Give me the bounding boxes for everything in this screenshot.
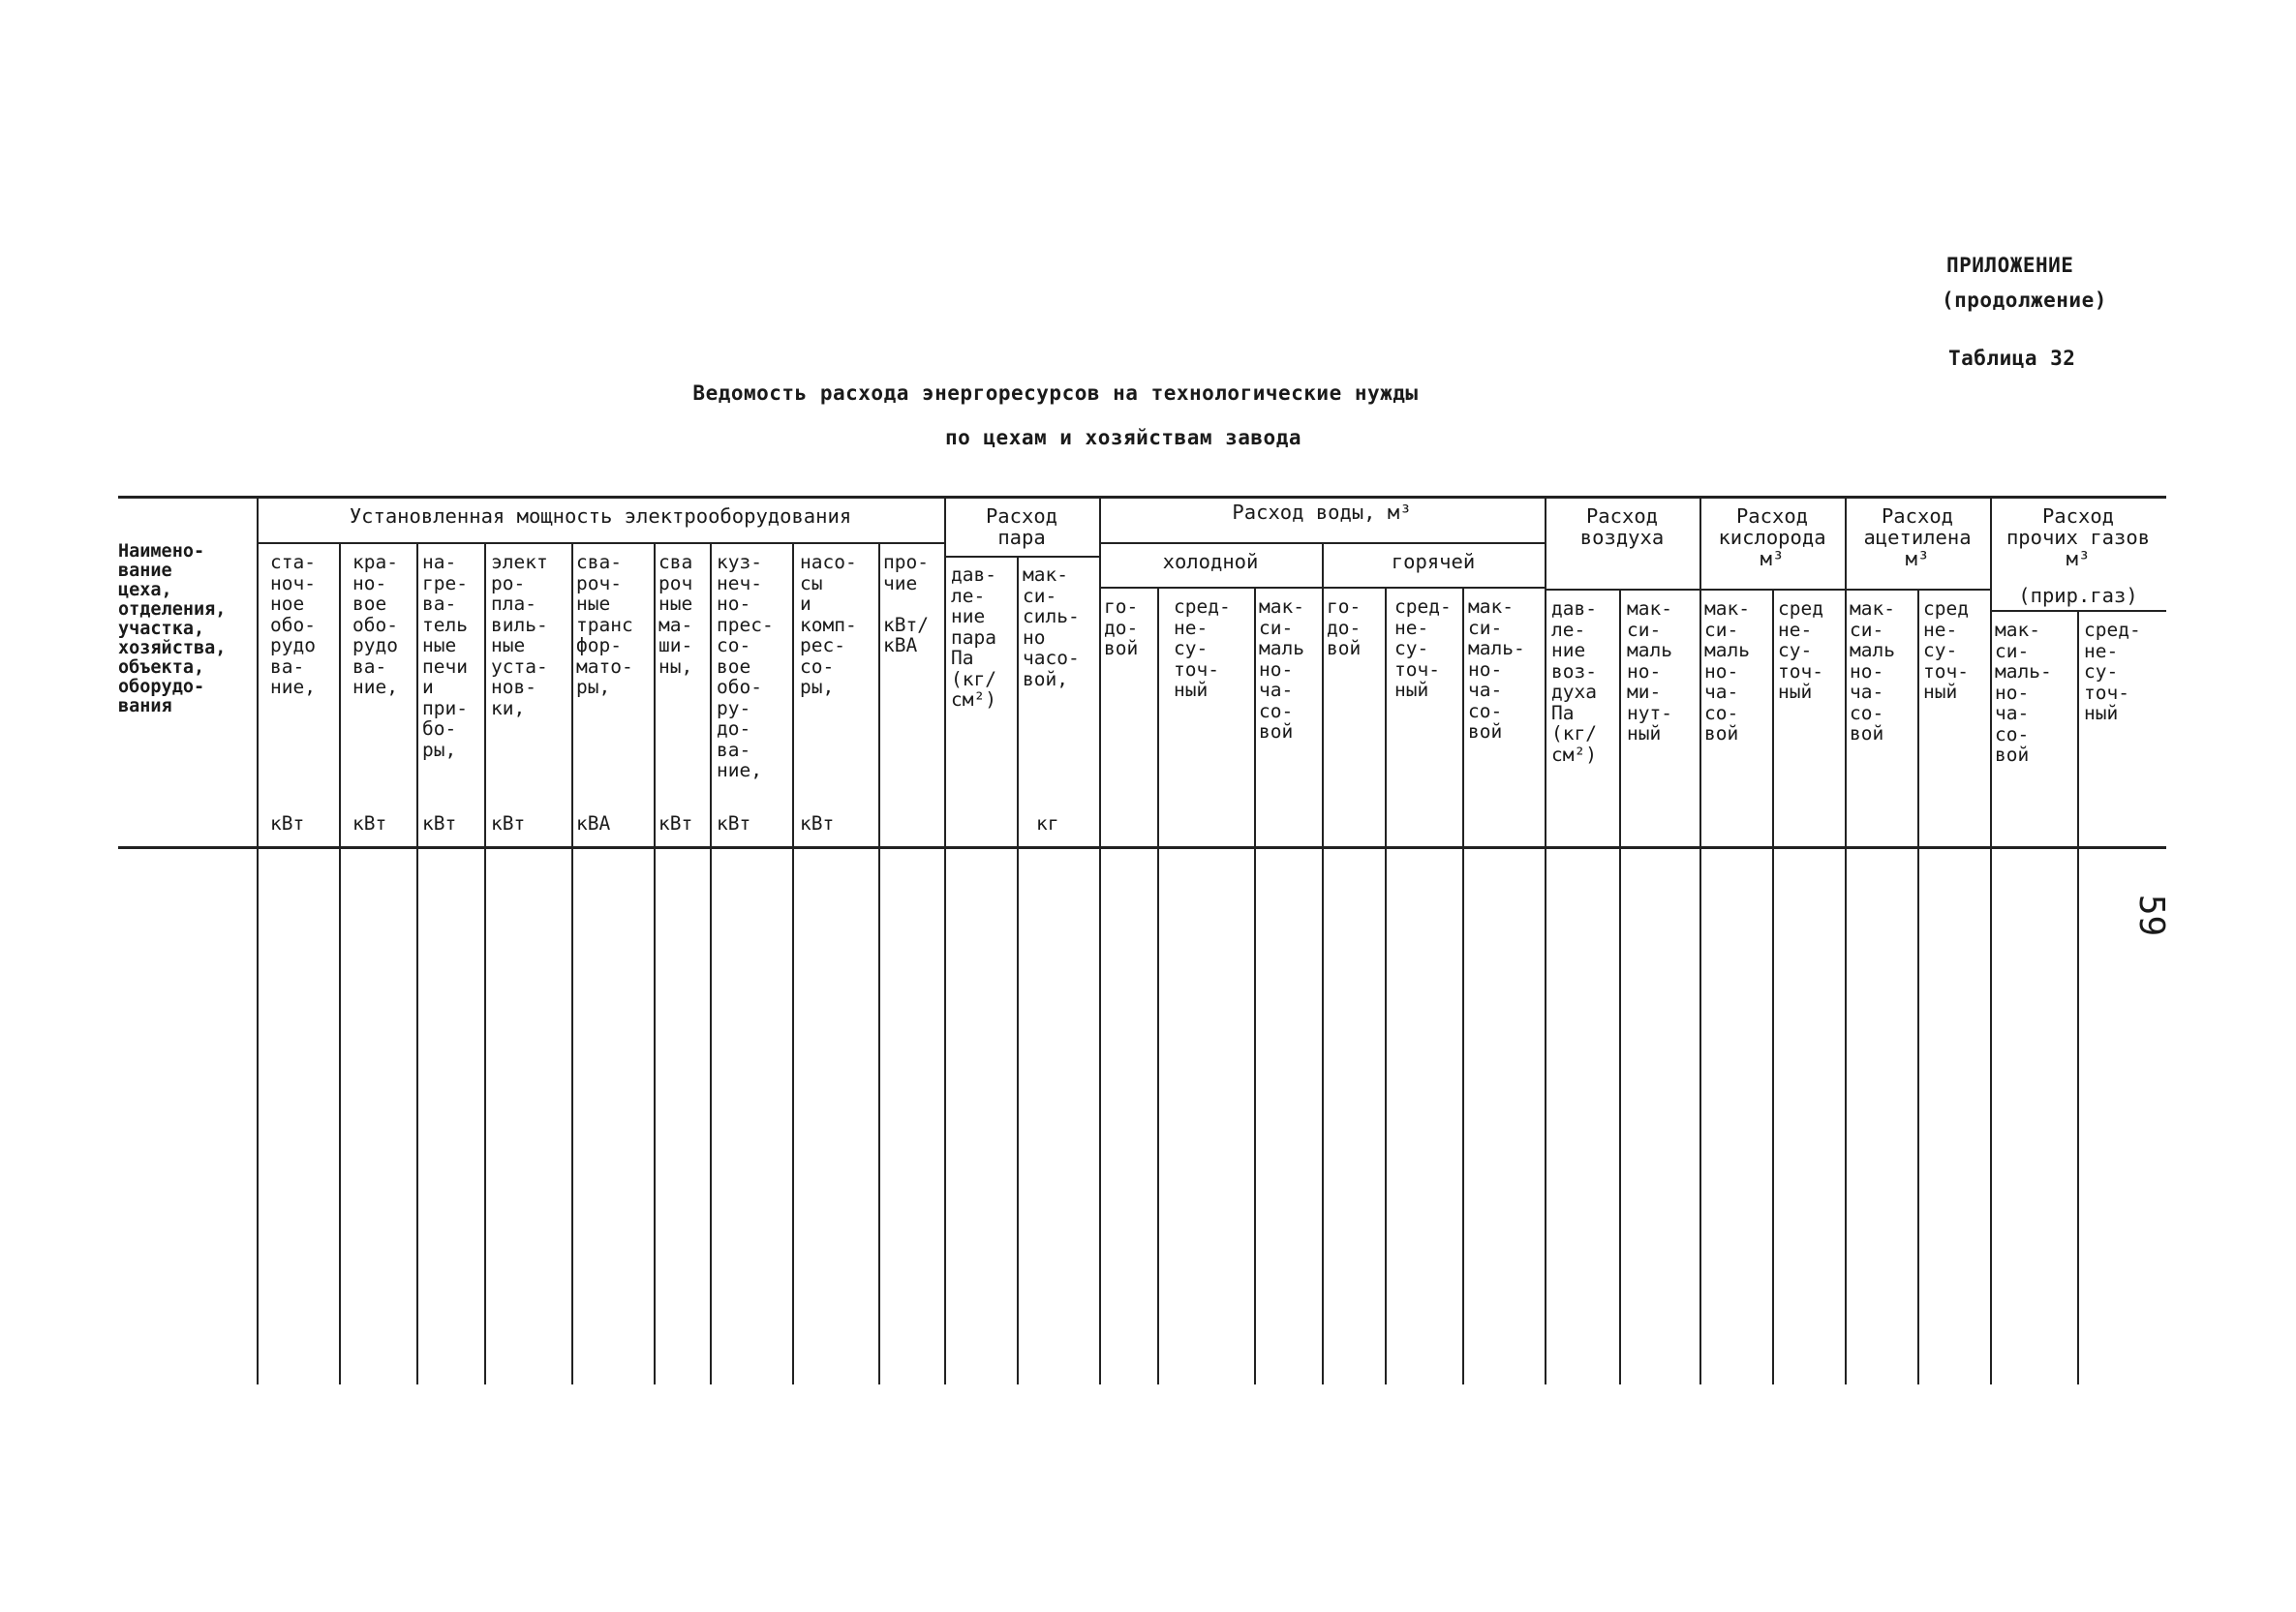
col-divider [944, 496, 946, 1384]
hot-water-header: горячей [1391, 550, 1476, 573]
col-other: про- чие кВт/ кВА [883, 551, 929, 656]
col-divider [710, 542, 712, 1384]
unit-label: кВт [800, 812, 835, 835]
col-forging-equipment: куз- неч- но- прес- со- вое обо- ру- до- ва- ние, [717, 551, 774, 781]
col-gas-daily-avg: сред- не- су- точ- ный [2084, 619, 2141, 724]
col-acetylene-daily-avg: сред не- су- точ- ный [1923, 597, 1969, 703]
col-divider [1385, 587, 1387, 1384]
unit-label: кВт [270, 812, 305, 835]
col-divider [1157, 587, 1159, 1384]
power-group-header: Установленная мощность электрооборудования [349, 504, 852, 528]
col-divider [1545, 496, 1546, 1384]
water-group-header: Расход воды, м³ [1232, 501, 1412, 524]
col-divider [1845, 496, 1847, 1384]
unit-label: кВт [491, 812, 526, 835]
air-group-underline [1545, 589, 1699, 591]
col-divider [1099, 496, 1101, 1384]
power-group-underline [257, 542, 944, 544]
col-gas-max-hourly: мак- си- маль- но- ча- со- вой [1995, 619, 2052, 766]
col-divider [654, 542, 656, 1384]
col-divider [339, 542, 341, 1384]
col-pumps-compressors: насо- сы и комп- рес- со- ры, [800, 551, 857, 698]
col-divider [2077, 610, 2079, 1384]
col-cold-daily-avg: сред- не- су- точ- ный [1174, 595, 1231, 701]
col-divider [1322, 542, 1324, 1384]
col-heating-furnaces: на- гре- ва- тель ные печи и при- бо- ры, [422, 551, 468, 761]
air-group-header: Расход воздуха [1579, 504, 1665, 549]
col-electric-melting: элект ро- пла- виль- ные уста- нов- ки, [491, 551, 548, 719]
col-machine-tools: ста- ноч- ное обо- рудо ва- ние, [270, 551, 316, 698]
cold-water-header: холодной [1162, 550, 1259, 573]
table-header-bottom-border [118, 846, 2166, 849]
steam-group-underline [944, 556, 1099, 558]
other-gas-group-header: Расход прочих газов м³ [2005, 504, 2151, 570]
natural-gas-label: (прир.газ) [2018, 584, 2138, 607]
col-welding-transformers: сва- роч- ные транс фор- мато- ры, [576, 551, 633, 698]
unit-label: кВт [658, 812, 693, 835]
col-divider [1917, 589, 1919, 1384]
col-divider [1990, 496, 1992, 1384]
col-hot-daily-avg: сред- не- су- точ- ный [1394, 595, 1452, 701]
col-oxygen-daily-avg: сред не- су- точ- ный [1778, 597, 1823, 703]
col-divider [1254, 587, 1256, 1384]
col-steam-max-hourly: мак- си- силь- но часо- вой, [1023, 563, 1080, 690]
col-divider [571, 542, 573, 1384]
unit-label: кВт [422, 812, 457, 835]
col-steam-pressure: дав- ле- ние пара Па (кг/ см²) [951, 563, 996, 711]
continuation-label: (продолжение) [1942, 289, 2107, 312]
document-subtitle: по цехам и хозяйствам завода [944, 426, 1301, 449]
unit-label: кВА [576, 812, 611, 835]
col-crane-equipment: кра- но- вое обо- рудо ва- ние, [352, 551, 398, 698]
col-hot-max-hourly: мак- си- маль- но- ча- со- вой [1468, 595, 1525, 743]
col-divider [484, 542, 486, 1384]
col-acetylene-max-hourly: мак- си- маль но- ча- со- вой [1850, 597, 1895, 745]
table-number: Таблица 32 [1948, 347, 2076, 370]
col-divider [878, 542, 880, 1384]
col-divider [416, 542, 418, 1384]
col-air-max-minute: мак- си- маль но- ми- нут- ный [1627, 597, 1672, 745]
oxygen-group-header: Расход кислорода м³ [1718, 504, 1826, 570]
page-number: 59 [2131, 894, 2172, 937]
row-head-label: Наимено- вание цеха, отделения, участка, хозяйства, объекта, оборудо- вания [118, 541, 227, 716]
unit-label: кВт [352, 812, 387, 835]
col-cold-max-hourly: мак- си- маль но- ча- со- вой [1259, 595, 1304, 743]
appendix-label: ПРИЛОЖЕНИЕ [1946, 254, 2074, 277]
col-divider [1017, 556, 1019, 1384]
col-divider [1699, 496, 1701, 1384]
col-cold-annual: го- до- вой [1104, 595, 1139, 659]
steam-group-header: Расход пара [985, 504, 1058, 549]
col-air-pressure: дав- ле- ние воз- духа Па (кг/ см²) [1551, 597, 1597, 766]
col-divider [792, 542, 794, 1384]
col-divider [1462, 587, 1464, 1384]
col-divider [257, 496, 259, 1384]
col-welding-machines: сва роч ные ма- ши- ны, [658, 551, 693, 678]
document-title: Ведомость расхода энергоресурсов на технологические нужды [692, 381, 1419, 405]
unit-label: кг [1036, 812, 1059, 835]
unit-label: кВт [717, 812, 751, 835]
col-oxygen-max-hourly: мак- си- маль но- ча- со- вой [1704, 597, 1750, 745]
col-hot-annual: го- до- вой [1327, 595, 1362, 659]
col-divider [1619, 589, 1621, 1384]
col-divider [1772, 589, 1774, 1384]
acetylene-group-header: Расход ацетилена м³ [1863, 504, 1972, 570]
table-top-border [118, 496, 2166, 499]
